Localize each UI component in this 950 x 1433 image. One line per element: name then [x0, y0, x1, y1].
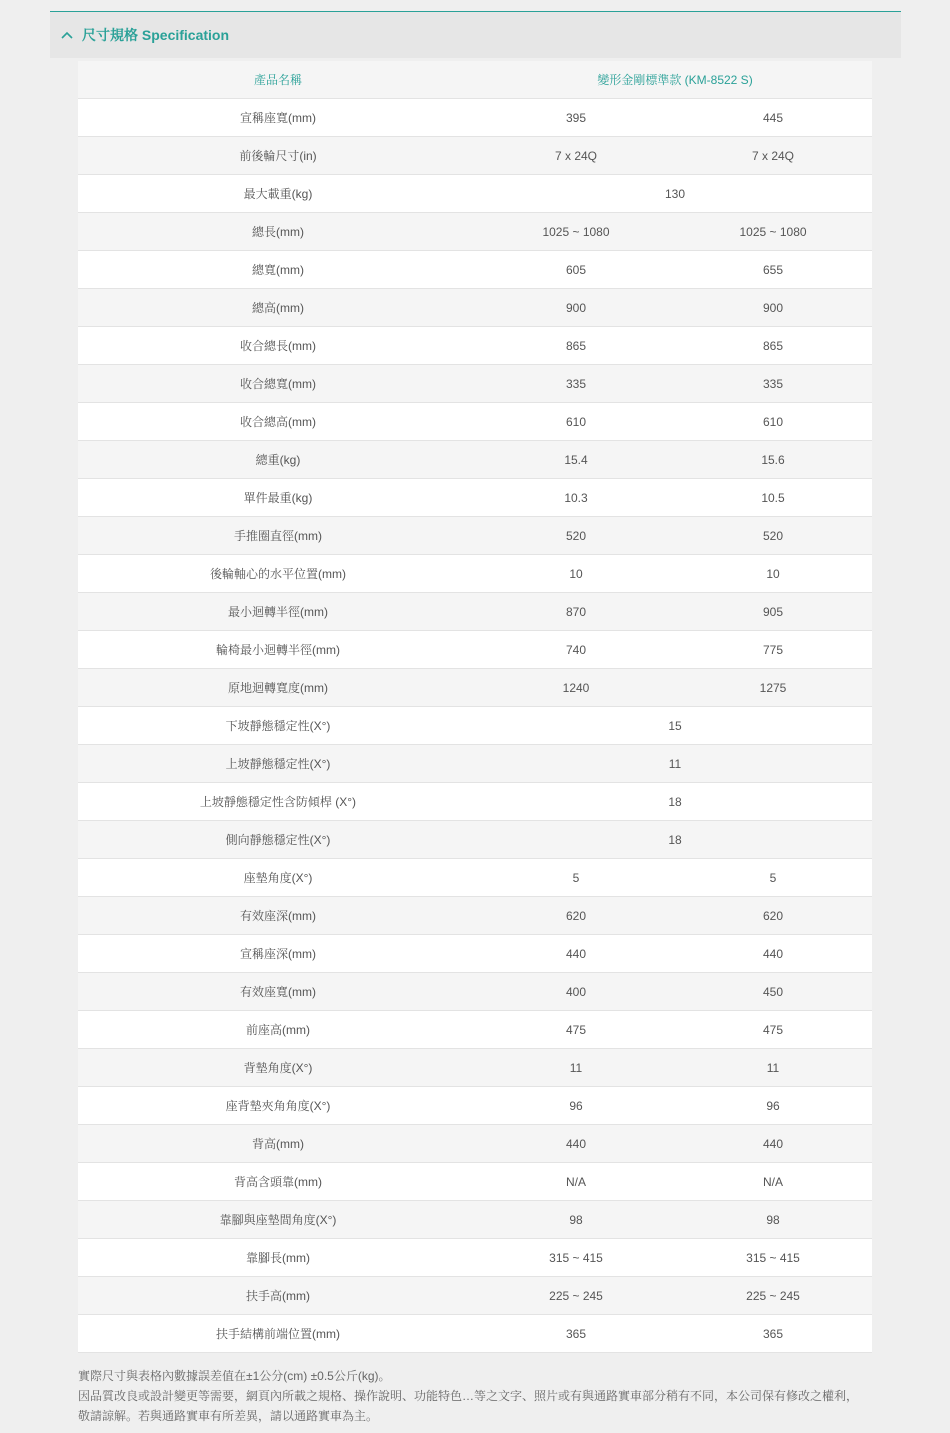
table-row: [78, 479, 872, 517]
table-row: [78, 1049, 872, 1087]
row-value-395: 335: [478, 365, 674, 403]
row-value-shared: 18: [478, 783, 872, 821]
row-label: 有效座深(mm): [78, 897, 478, 935]
row-label: 扶手結構前端位置(mm): [78, 1315, 478, 1353]
table-row: [78, 897, 872, 935]
row-value-395: 5: [478, 859, 674, 897]
table-row: [78, 631, 872, 669]
row-label: 靠腳與座墊間角度(X°): [78, 1201, 478, 1239]
row-label: 宣稱座深(mm): [78, 935, 478, 973]
row-label: 前座高(mm): [78, 1011, 478, 1049]
row-label: 收合總高(mm): [78, 403, 478, 441]
row-value-445: 900: [674, 289, 872, 327]
row-value-445: N/A: [674, 1163, 872, 1201]
row-label: 背高含頭靠(mm): [78, 1163, 478, 1201]
row-value-445: 610: [674, 403, 872, 441]
table-row: [78, 289, 872, 327]
row-label: 收合總寬(mm): [78, 365, 478, 403]
row-value-395: 520: [478, 517, 674, 555]
row-value-shared: 15: [478, 707, 872, 745]
table-row: [78, 821, 872, 859]
disclaimer-notes: [78, 1366, 868, 1426]
row-value-395: 900: [478, 289, 674, 327]
row-value-445: 225 ~ 245: [674, 1277, 872, 1315]
row-label: 背墊角度(X°): [78, 1049, 478, 1087]
note-line: 因品質改良或設計變更等需要，網頁內所載之規格、操作說明、功能特色…等之文字、照片或有與通路實車部分稍有不同，本公司保有修改之權利，敬請諒解。若與通路實車有所差異，請以通路實車為主。: [78, 1389, 859, 1423]
row-value-395: 865: [478, 327, 674, 365]
row-value-445: 10.5: [674, 479, 872, 517]
table-row: [78, 1011, 872, 1049]
table-row: [78, 1201, 872, 1239]
header-label: 產品名稱: [78, 61, 478, 99]
row-label: 後輪軸心的水平位置(mm): [78, 555, 478, 593]
table-row: [78, 1239, 872, 1277]
row-value-395: 440: [478, 1125, 674, 1163]
row-value-shared: 18: [478, 821, 872, 859]
row-label: 最大載重(kg): [78, 175, 478, 213]
row-label: 扶手高(mm): [78, 1277, 478, 1315]
table-row: [78, 783, 872, 821]
row-label: 總寬(mm): [78, 251, 478, 289]
table-row: [78, 251, 872, 289]
row-value-445: 865: [674, 327, 872, 365]
row-value-445: 655: [674, 251, 872, 289]
table-row: [78, 1315, 872, 1353]
row-label: 上坡靜態穩定性含防傾桿 (X°): [78, 783, 478, 821]
row-value-445: 315 ~ 415: [674, 1239, 872, 1277]
row-value-395: 225 ~ 245: [478, 1277, 674, 1315]
row-value-445: 520: [674, 517, 872, 555]
table-row: [78, 555, 872, 593]
row-label: 座墊角度(X°): [78, 859, 478, 897]
row-value-445: 1025 ~ 1080: [674, 213, 872, 251]
row-value-395: 98: [478, 1201, 674, 1239]
row-label: 單件最重(kg): [78, 479, 478, 517]
row-value-395: 10.3: [478, 479, 674, 517]
row-value-445: 450: [674, 973, 872, 1011]
row-value-445: 365: [674, 1315, 872, 1353]
row-value-445: 440: [674, 1125, 872, 1163]
table-row: [78, 365, 872, 403]
row-value-395: 400: [478, 973, 674, 1011]
row-label: 靠腳長(mm): [78, 1239, 478, 1277]
table-row: [78, 669, 872, 707]
row-value-445: 440: [674, 935, 872, 973]
table-row: [78, 327, 872, 365]
row-value-395: 7 x 24Q: [478, 137, 674, 175]
row-label: 上坡靜態穩定性(X°): [78, 745, 478, 783]
row-value-395: 740: [478, 631, 674, 669]
table-row: [78, 137, 872, 175]
row-label: 總高(mm): [78, 289, 478, 327]
table-row: [78, 1125, 872, 1163]
table-row: [78, 517, 872, 555]
table-row: [78, 213, 872, 251]
row-label: 原地迴轉寬度(mm): [78, 669, 478, 707]
row-value-395: 11: [478, 1049, 674, 1087]
chevron-up-icon[interactable]: [60, 28, 74, 42]
table-row: [78, 973, 872, 1011]
row-value-445: 11: [674, 1049, 872, 1087]
row-value-395: 1025 ~ 1080: [478, 213, 674, 251]
row-label: 前後輪尺寸(in): [78, 137, 478, 175]
row-label: 最小迴轉半徑(mm): [78, 593, 478, 631]
row-value-shared: 11: [478, 745, 872, 783]
table-row: [78, 707, 872, 745]
row-value-395: 440: [478, 935, 674, 973]
row-value-445: 10: [674, 555, 872, 593]
row-value-395: 315 ~ 415: [478, 1239, 674, 1277]
row-label: 背高(mm): [78, 1125, 478, 1163]
spec-section-header[interactable]: [50, 11, 901, 58]
spec-table: [78, 61, 872, 1353]
row-value-445: 775: [674, 631, 872, 669]
row-label: 側向靜態穩定性(X°): [78, 821, 478, 859]
row-value-395: 620: [478, 897, 674, 935]
table-header-row: [78, 61, 872, 99]
table-row: [78, 859, 872, 897]
row-value-445: 475: [674, 1011, 872, 1049]
row-value-395: 870: [478, 593, 674, 631]
row-value-395: 475: [478, 1011, 674, 1049]
row-value-445: 445: [674, 99, 872, 137]
row-value-445: 905: [674, 593, 872, 631]
row-value-395: 395: [478, 99, 674, 137]
header-model: 變形金剛標準款 (KM-8522 S): [478, 61, 872, 99]
row-value-445: 1275: [674, 669, 872, 707]
row-label: 總長(mm): [78, 213, 478, 251]
row-value-395: 96: [478, 1087, 674, 1125]
row-value-395: 1240: [478, 669, 674, 707]
table-row: [78, 593, 872, 631]
row-value-445: 5: [674, 859, 872, 897]
table-row: [78, 1163, 872, 1201]
table-row: [78, 1277, 872, 1315]
row-label: 下坡靜態穩定性(X°): [78, 707, 478, 745]
row-value-445: 335: [674, 365, 872, 403]
row-value-395: 610: [478, 403, 674, 441]
row-label: 手推圈直徑(mm): [78, 517, 478, 555]
table-row: [78, 441, 872, 479]
section-title: 尺寸規格 Specification: [82, 27, 230, 43]
row-value-395: 365: [478, 1315, 674, 1353]
table-row: [78, 175, 872, 213]
row-value-395: 605: [478, 251, 674, 289]
table-row: [78, 403, 872, 441]
row-value-shared: 130: [478, 175, 872, 213]
row-value-445: 620: [674, 897, 872, 935]
row-value-395: 10: [478, 555, 674, 593]
row-label: 座背墊夾角角度(X°): [78, 1087, 478, 1125]
row-value-445: 96: [674, 1087, 872, 1125]
row-value-445: 7 x 24Q: [674, 137, 872, 175]
note-line: 實際尺寸與表格內數據誤差值在±1公分(cm) ±0.5公斤(kg)。: [78, 1369, 391, 1383]
row-label: 輪椅最小迴轉半徑(mm): [78, 631, 478, 669]
row-label: 收合總長(mm): [78, 327, 478, 365]
table-row: [78, 745, 872, 783]
row-label: 宣稱座寬(mm): [78, 99, 478, 137]
row-value-395: 15.4: [478, 441, 674, 479]
table-row: [78, 935, 872, 973]
spec-section: [50, 0, 901, 58]
row-value-445: 98: [674, 1201, 872, 1239]
row-value-395: N/A: [478, 1163, 674, 1201]
table-row: [78, 1087, 872, 1125]
row-label: 總重(kg): [78, 441, 478, 479]
row-value-445: 15.6: [674, 441, 872, 479]
table-row: [78, 99, 872, 137]
row-label: 有效座寬(mm): [78, 973, 478, 1011]
